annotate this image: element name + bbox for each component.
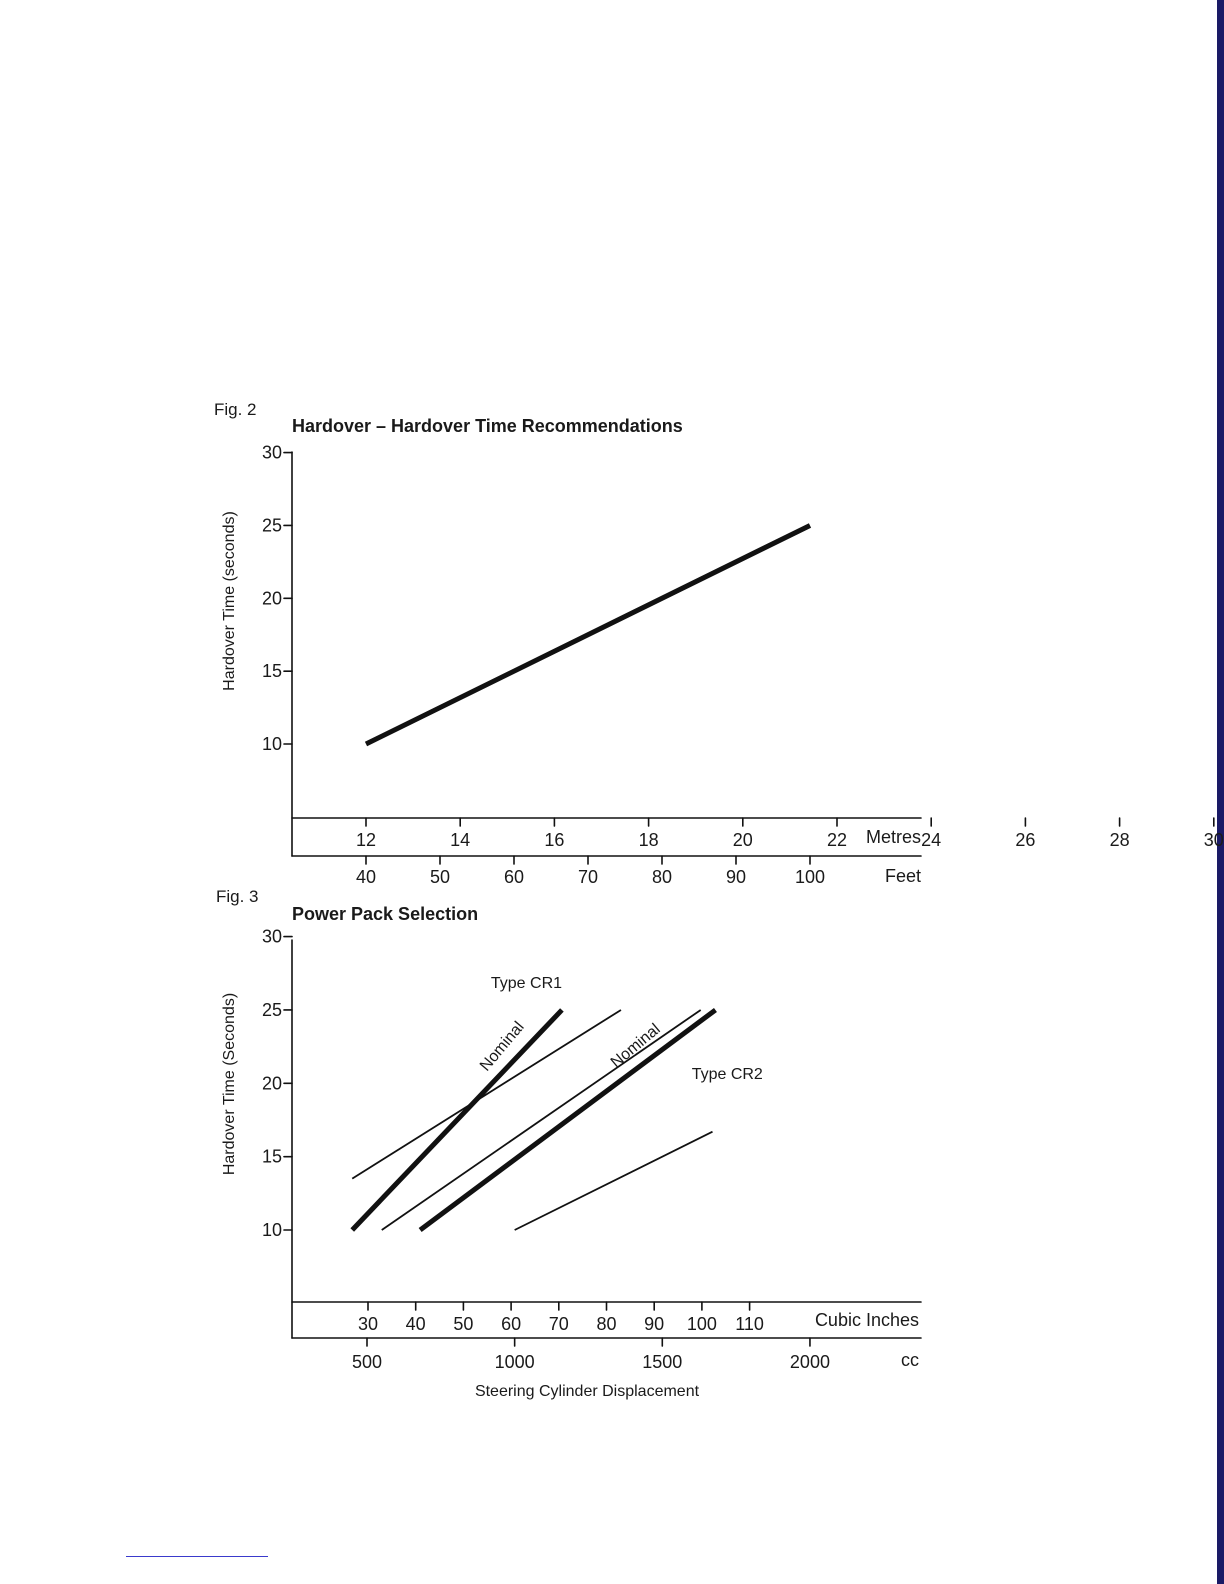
fig2-metres-tick-label: 26 xyxy=(1015,830,1036,850)
fig2-axes xyxy=(292,452,921,856)
fig3-annotation-1: Type CR1 xyxy=(490,974,563,992)
fig3-unit-cc: cc xyxy=(901,1350,919,1370)
fig2-y-tick-label: 15 xyxy=(261,661,282,682)
fig2-feet-tick-label: 60 xyxy=(503,867,525,887)
fig3-cc-tick-label: 2000 xyxy=(789,1352,830,1372)
fig2-feet-tick-label: 80 xyxy=(651,867,673,887)
fig3-title: Power Pack Selection xyxy=(292,904,479,924)
fig3-series-line-5 xyxy=(515,1132,713,1230)
fig3-cubic-inches-tick-label: 80 xyxy=(596,1314,617,1334)
fig2-y-ticks xyxy=(262,443,292,754)
fig2-y-tick-label: 20 xyxy=(261,588,282,609)
fig3-x-axis-label: Steering Cylinder Displacement xyxy=(474,1383,700,1400)
fig3-x-axis-cc xyxy=(352,1338,830,1372)
fig2-x-axis-metres xyxy=(356,818,1224,850)
fig3-cubic-inches-tick-label: 100 xyxy=(686,1314,717,1334)
fig2-metres-tick-label: 12 xyxy=(355,830,377,850)
fig3-y-tick-label: 30 xyxy=(261,926,282,947)
fig3-annotation-4: Nominal xyxy=(607,1020,664,1072)
figure-2 xyxy=(214,400,1224,887)
fig3-cubic-inches-tick-label: 110 xyxy=(735,1314,764,1334)
fig2-metres-tick-label: 14 xyxy=(450,830,471,850)
fig3-y-tick-label: 15 xyxy=(261,1146,282,1167)
fig3-y-tick-label: 10 xyxy=(261,1220,282,1240)
fig2-y-tick-label: 25 xyxy=(261,515,282,536)
fig2-title: Hardover – Hardover Time Recommendations xyxy=(292,416,683,436)
fig2-metres-tick-label: 20 xyxy=(732,830,753,850)
fig3-unit-cubic-inches: Cubic Inches xyxy=(814,1310,919,1330)
fig2-y-tick-label: 10 xyxy=(261,734,282,754)
fig3-annotation-2: Nominal xyxy=(476,1018,528,1075)
fig2-feet-tick-label: 100 xyxy=(794,867,826,887)
fig2-y-tick-label: 30 xyxy=(261,442,282,463)
fig3-y-tick-label: 25 xyxy=(261,999,282,1020)
fig2-metres-tick-label: 16 xyxy=(544,830,565,850)
fig3-y-ticks xyxy=(262,927,292,1240)
fig2-feet-tick-label: 50 xyxy=(429,867,451,887)
fig3-y-tick-label: 20 xyxy=(261,1073,282,1094)
fig3-series xyxy=(352,1010,715,1230)
fig2-metres-tick-label: 24 xyxy=(921,830,942,850)
fig3-cubic-inches-tick-label: 30 xyxy=(357,1314,379,1334)
fig2-label: Fig. 2 xyxy=(214,400,257,419)
fig2-x-axis-feet xyxy=(356,856,825,887)
fig2-metres-tick-label: 30 xyxy=(1203,830,1224,850)
fig2-metres-tick-label: 22 xyxy=(826,830,848,850)
fig2-metres-tick-label: 18 xyxy=(638,830,659,850)
fig3-cubic-inches-tick-label: 90 xyxy=(644,1314,665,1334)
fig3-cc-tick-label: 1500 xyxy=(642,1352,683,1372)
fig3-cubic-inches-tick-label: 60 xyxy=(501,1314,522,1334)
fig3-cubic-inches-tick-label: 50 xyxy=(453,1314,474,1334)
fig2-series-line-1 xyxy=(366,525,810,744)
fig2-feet-tick-label: 70 xyxy=(577,867,599,887)
fig3-cc-tick-label: 1000 xyxy=(494,1352,535,1372)
fig3-series-line-2 xyxy=(352,1010,562,1230)
fig2-feet-tick-label: 40 xyxy=(355,867,377,887)
fig3-cubic-inches-tick-label: 40 xyxy=(405,1314,426,1334)
fig3-label: Fig. 3 xyxy=(216,887,259,906)
fig3-cubic-inches-tick-label: 70 xyxy=(548,1314,569,1334)
fig2-metres-tick-label: 28 xyxy=(1109,830,1130,850)
fig3-series-line-3 xyxy=(382,1010,701,1230)
fig2-unit-feet: Feet xyxy=(884,866,921,886)
fig3-annotations xyxy=(477,975,763,1083)
fig3-y-axis-label: Hardover Time (Seconds) xyxy=(221,992,238,1176)
fig2-series xyxy=(366,525,810,744)
figure-3 xyxy=(216,887,921,1400)
fig3-annotation-3: Type CR2 xyxy=(691,1065,763,1083)
fig3-x-axis-cubic-inches xyxy=(358,1302,764,1334)
fig2-unit-metres: Metres xyxy=(865,827,921,847)
fig2-feet-tick-label: 90 xyxy=(725,867,747,887)
fig3-axes xyxy=(292,940,921,1338)
fig3-cc-tick-label: 500 xyxy=(351,1352,383,1372)
fig2-y-axis-label: Hardover Time (seconds) xyxy=(221,511,238,691)
fig3-series-line-1 xyxy=(352,1010,621,1179)
